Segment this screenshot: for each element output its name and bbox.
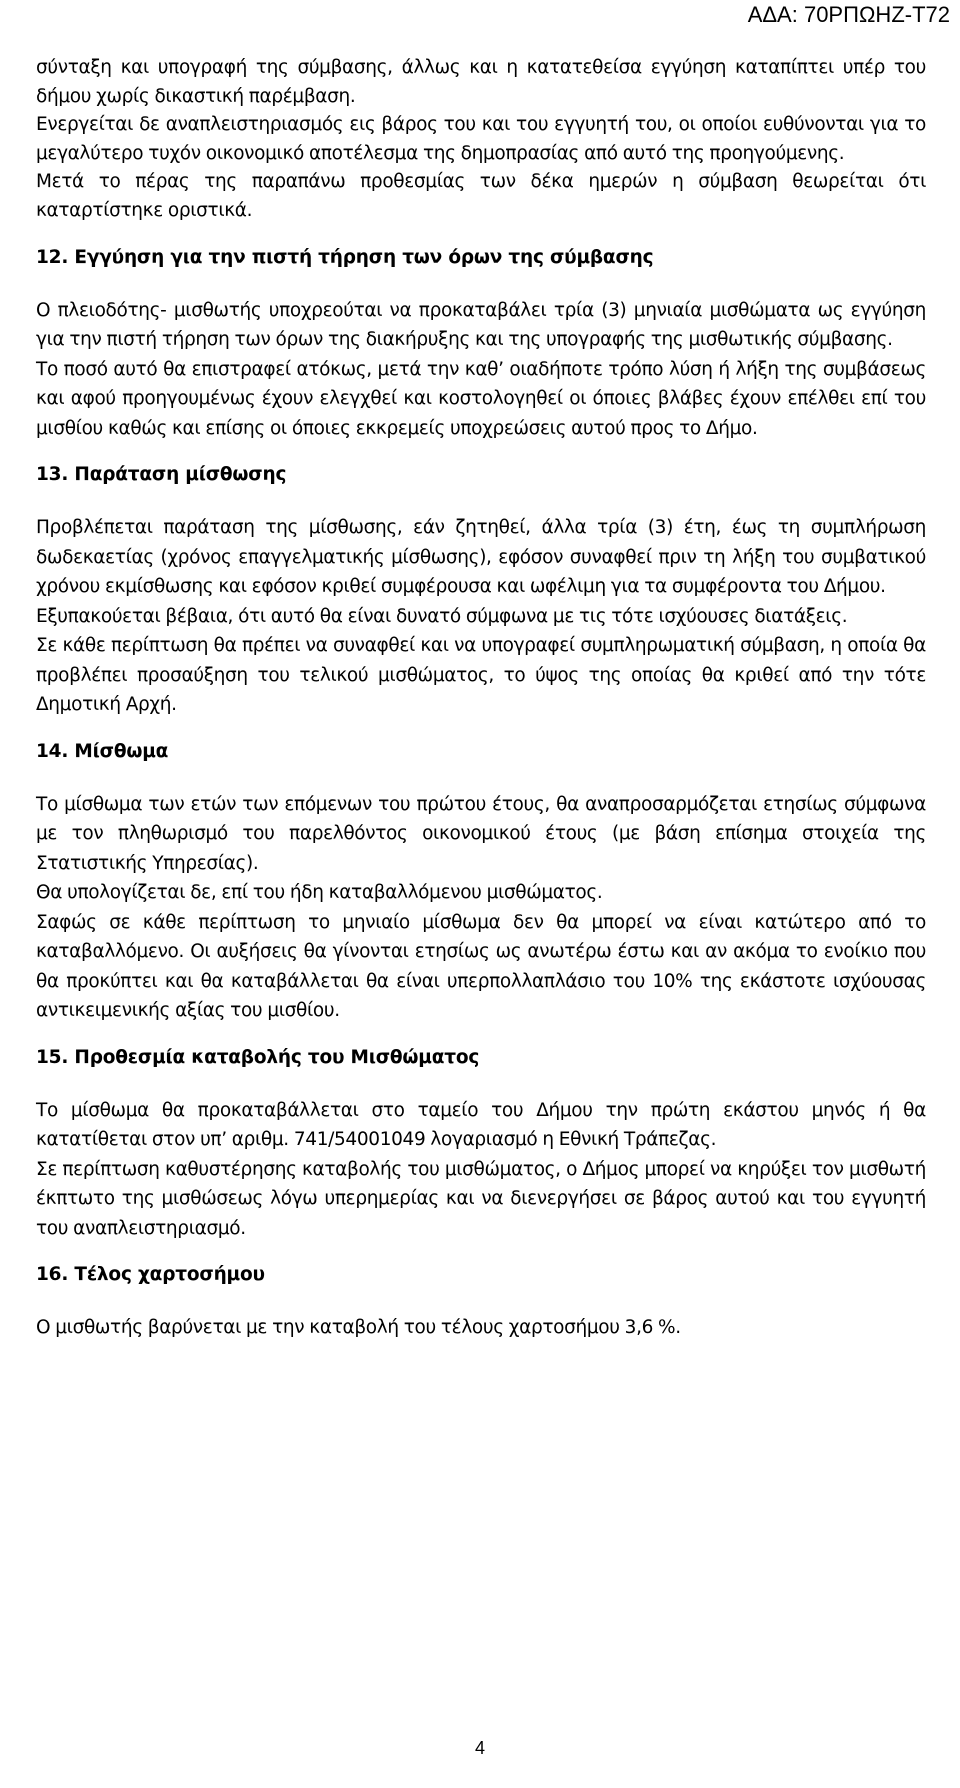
paragraph: Ο πλειοδότης- μισθωτής υποχρεούται να προκαταβάλει τρία (3) μηνιαία μισθώματα ως εγγύηση για την πιστή τήρηση των όρων της διακήρυξης και της υπογραφής της μισθωτικής σύμβασης. [36,299,926,351]
paragraph: Ενεργείται δε αναπλειστηριασμός εις βάρος του και του εγγυητή του, οι οποίοι ευθύνονται για το μεγαλύτερο τυχόν οικονομικό αποτέλεσμα της δημοπρασίας από αυτό της προηγούμενης. [36,114,926,164]
document-code: ΑΔΑ: 70ΡΠΩΗΖ-Τ72 [747,2,950,27]
document-body [36,54,926,1343]
paragraph: Ο μισθωτής βαρύνεται με την καταβολή του τέλους χαρτοσήμου 3,6 %. [36,1317,681,1339]
section-heading: 16. Τέλος χαρτοσήμου [36,1264,265,1286]
section-15 [36,1044,926,1244]
paragraph: Εξυπακούεται βέβαια, ότι αυτό θα είναι δυνατό σύμφωνα με τις τότε ισχύουσες διατάξεις. [36,605,848,627]
paragraph: Σαφώς σε κάθε περίπτωση το μηνιαίο μίσθωμα δεν θα μπορεί να είναι κατώτερο από το καταβαλλόμενο. Οι αυξήσεις θα γίνονται ετησίως ως ανωτέρω έστω και αν ακόμα το ενοίκιο που θα προκύπτει και θα καταβάλλεται θα είναι υπερπολλαπλάσιο του 10% της εκάστοτε ισχύουσας αντικειμενικής αξίας του μισθίου. [36,911,926,1022]
section-12 [36,244,926,444]
paragraph: Θα υπολογίζεται δε, επί του ήδη καταβαλλόμενου μισθώματος. [36,882,603,904]
paragraph: Σε περίπτωση καθυστέρησης καταβολής του μισθώματος, ο Δήμος μπορεί να κηρύξει τον μισθωτή έκπτωτο της μισθώσεως λόγω υπερημερίας και να διενεργήσει σε βάρος αυτού και του εγγυητή του αναπλειστηριασμό. [36,1158,926,1239]
section-heading: 15. Προθεσμία καταβολής του Μισθώματος [36,1046,480,1068]
paragraph: Προβλέπεται παράταση της μίσθωσης, εάν ζητηθεί, άλλα τρία (3) έτη, έως τη συμπλήρωση δωδεκαετίας (χρόνος επαγγελματικής μίσθωσης), εφόσον συναφθεί πριν τη λήξη του συμβατικού χρόνου εκμίσθωσης και εφόσον κριθεί συμφέρουσα και ωφέλιμη για τα συμφέροντα του Δήμου. [36,517,926,598]
paragraph: Το μίσθωμα θα προκαταβάλλεται στο ταμείο του Δήμου την πρώτη εκάστου μηνός ή θα κατατίθεται στον υπ’ αριθμ. 741/54001049 λογαριασμό η Εθνική Τράπεζας. [36,1099,926,1151]
section-heading: 14. Μίσθωμα [36,740,169,762]
paragraph: Σε κάθε περίπτωση θα πρέπει να συναφθεί και να υπογραφεί συμπληρωματική σύμβαση, η οποία θα προβλέπει προσαύξηση του τελικού μισθώματος, το ύψος της οποίας θα κριθεί από την τότε Δημοτική Αρχή. [36,635,926,716]
paragraph: Μετά το πέρας της παραπάνω προθεσμίας των δέκα ημερών η σύμβαση θεωρείται ότι καταρτίστηκε οριστικά. [36,171,926,221]
page-number: 4 [474,1738,485,1758]
section-heading: 13. Παράταση μίσθωσης [36,464,287,486]
section-16 [36,1261,926,1343]
intro-text [36,54,926,226]
section-13 [36,461,926,720]
section-heading: 12. Εγγύηση για την πιστή τήρηση των όρων της σύμβασης [36,246,654,268]
paragraph: Το ποσό αυτό θα επιστραφεί ατόκως, μετά την καθ’ οιαδήποτε τρόπο λύση ή λήξη της συμβάσεως και αφού προηγουμένως έχουν ελεγχθεί και κοστολογηθεί οι όποιες βλάβες έχουν επέλθει επί του μισθίου καθώς και επίσης οι όποιες εκκρεμείς υποχρεώσεις αυτού προς το Δήμο. [36,358,926,439]
section-14 [36,738,926,1026]
paragraph: σύνταξη και υπογραφή της σύμβασης, άλλως και η κατατεθείσα εγγύηση καταπίπτει υπέρ του δήμου χωρίς δικαστική παρέμβαση. [36,57,926,107]
paragraph: Το μίσθωμα των ετών των επόμενων του πρώτου έτους, θα αναπροσαρμόζεται ετησίως σύμφωνα με τον πληθωρισμό του παρελθόντος οικονομικού έτους (με βάση επίσημα στοιχεία της Στατιστικής Υπηρεσίας). [36,793,926,874]
